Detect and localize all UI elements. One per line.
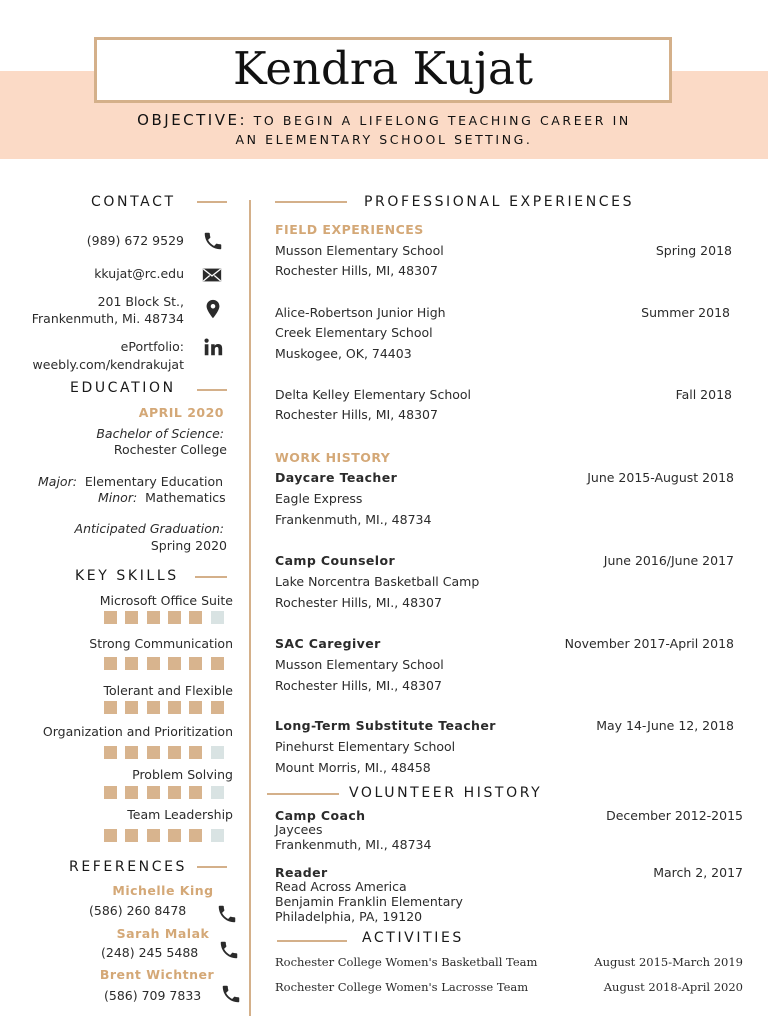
contact-email[interactable]: kkujat@rc.edu xyxy=(94,266,184,281)
volunteer-org: Read Across America xyxy=(275,879,407,894)
phone-icon xyxy=(220,983,242,1005)
major-value: Elementary Education xyxy=(84,474,224,489)
graduation-date: Spring 2020 xyxy=(150,538,227,553)
work-history-heading: WORK HISTORY xyxy=(275,450,391,465)
work-title: Long-Term Substitute Teacher xyxy=(275,718,496,733)
objective-line-1 xyxy=(0,111,768,129)
volunteer-location: Frankenmuth, MI., 48734 xyxy=(275,837,432,852)
volunteer-title: Camp Coach xyxy=(275,808,366,823)
skill-level-square xyxy=(104,657,117,670)
volunteer-date: December 2012-2015 xyxy=(606,808,743,823)
contact-rule xyxy=(197,201,227,203)
skill-level-square xyxy=(125,701,138,714)
field-location: Rochester Hills, MI, 48307 xyxy=(275,407,438,422)
field-org: Alice-Robertson Junior High xyxy=(275,305,446,320)
activities-rule xyxy=(277,940,347,942)
activity-name: Rochester College Women's Basketball Team xyxy=(275,955,538,969)
skills-rule xyxy=(195,576,227,578)
work-location: Rochester Hills, MI., 48307 xyxy=(275,595,442,610)
envelope-icon xyxy=(201,264,223,286)
linkedin-icon[interactable] xyxy=(202,336,224,358)
skill-level-square xyxy=(104,829,117,842)
skill-label: Team Leadership xyxy=(127,807,233,822)
work-title: Daycare Teacher xyxy=(275,470,398,485)
candidate-name: Kendra Kujat xyxy=(233,42,533,95)
work-date: June 2016/June 2017 xyxy=(603,553,734,568)
field-location: Muskogee, OK, 74403 xyxy=(275,346,412,361)
volunteer-date: March 2, 2017 xyxy=(653,865,743,880)
skill-level-square xyxy=(211,829,224,842)
contact-portfolio-url[interactable]: weebly.com/kendrakujat xyxy=(32,357,184,372)
work-date: May 14-June 12, 2018 xyxy=(596,718,734,733)
minor-label: Minor: xyxy=(98,490,138,505)
skill-level-square xyxy=(168,657,181,670)
skill-level-square xyxy=(125,786,138,799)
skill-level-square xyxy=(104,611,117,624)
work-location: Rochester Hills, MI., 48307 xyxy=(275,678,442,693)
field-experiences-heading: FIELD EXPERIENCES xyxy=(275,222,424,237)
contact-address-line-2: Frankenmuth, Mi. 48734 xyxy=(31,311,184,326)
skill-level-square xyxy=(147,701,160,714)
skill-level-square xyxy=(189,746,202,759)
education-degree: Bachelor of Science: xyxy=(96,426,224,441)
work-location: Frankenmuth, MI., 48734 xyxy=(275,512,432,527)
column-divider xyxy=(249,200,251,1016)
experience-heading: PROFESSIONAL EXPERIENCES xyxy=(364,194,635,210)
work-location: Mount Morris, MI., 48458 xyxy=(275,760,431,775)
work-title: Camp Counselor xyxy=(275,553,396,568)
skill-level-square xyxy=(147,829,160,842)
graduation-label: Anticipated Graduation: xyxy=(74,521,224,536)
reference-name: Michelle King xyxy=(112,883,214,898)
education-date: APRIL 2020 xyxy=(138,405,224,420)
field-org-2: Creek Elementary School xyxy=(275,325,433,340)
skill-label: Organization and Prioritization xyxy=(42,724,233,739)
skill-level-square xyxy=(189,611,202,624)
volunteer-org: Jaycees xyxy=(275,822,323,837)
objective-label: OBJECTIVE: xyxy=(137,111,248,129)
objective-text-1: TO BEGIN A LIFELONG TEACHING CAREER IN xyxy=(253,113,631,128)
skill-level-square xyxy=(211,657,224,670)
reference-phone[interactable]: (586) 709 7833 xyxy=(104,988,202,1003)
work-title: SAC Caregiver xyxy=(275,636,381,651)
skill-level-square xyxy=(168,611,181,624)
education-school: Rochester College xyxy=(113,442,227,457)
skill-label: Tolerant and Flexible xyxy=(103,683,233,698)
contact-portfolio-label: ePortfolio: xyxy=(120,339,184,354)
reference-name: Sarah Malak xyxy=(116,926,210,941)
reference-phone[interactable]: (586) 260 8478 xyxy=(89,903,187,918)
skill-level-square xyxy=(104,786,117,799)
skill-level-square xyxy=(104,746,117,759)
skill-level-square xyxy=(189,657,202,670)
skill-level-square xyxy=(125,611,138,624)
volunteer-heading: VOLUNTEER HISTORY xyxy=(349,785,543,801)
experience-rule xyxy=(275,201,347,203)
skill-level-square xyxy=(168,829,181,842)
skill-level-square xyxy=(189,701,202,714)
skill-level-square xyxy=(147,657,160,670)
work-org: Pinehurst Elementary School xyxy=(275,739,456,754)
activity-name: Rochester College Women's Lacrosse Team xyxy=(275,980,529,994)
skills-heading: KEY SKILLS xyxy=(75,568,179,584)
skill-level-square xyxy=(211,786,224,799)
education-rule xyxy=(197,389,227,391)
references-heading: REFERENCES xyxy=(69,859,188,875)
volunteer-title: Reader xyxy=(275,865,328,880)
work-org: Eagle Express xyxy=(275,491,363,506)
reference-phone[interactable]: (248) 245 5488 xyxy=(101,945,199,960)
skill-level-square xyxy=(168,746,181,759)
education-minor xyxy=(98,490,226,505)
map-pin-icon xyxy=(202,298,224,320)
skill-label: Strong Communication xyxy=(89,636,233,651)
name-box xyxy=(94,37,672,103)
education-major xyxy=(38,474,223,489)
phone-icon xyxy=(202,230,224,252)
skill-level-square xyxy=(168,701,181,714)
skill-level-square xyxy=(147,746,160,759)
work-date: June 2015-August 2018 xyxy=(587,470,734,485)
skill-level-square xyxy=(211,701,224,714)
activity-date: August 2015-March 2019 xyxy=(594,955,743,969)
skill-level-square xyxy=(189,829,202,842)
skill-level-square xyxy=(104,701,117,714)
field-org: Delta Kelley Elementary School xyxy=(275,387,472,402)
field-date: Spring 2018 xyxy=(655,243,732,258)
skill-level-square xyxy=(168,786,181,799)
work-date: November 2017-April 2018 xyxy=(564,636,734,651)
education-heading: EDUCATION xyxy=(70,380,176,396)
work-org: Musson Elementary School xyxy=(275,657,444,672)
skill-level-square xyxy=(147,611,160,624)
field-date: Summer 2018 xyxy=(641,305,730,320)
phone-icon xyxy=(216,903,238,925)
objective-line-2: AN ELEMENTARY SCHOOL SETTING. xyxy=(235,132,533,147)
volunteer-rule xyxy=(267,793,339,795)
skill-level-square xyxy=(125,829,138,842)
references-rule xyxy=(197,866,227,868)
skill-level-square xyxy=(125,746,138,759)
skill-label: Problem Solving xyxy=(132,767,233,782)
activity-date: August 2018-April 2020 xyxy=(603,980,743,994)
minor-value: Mathematics xyxy=(145,490,226,505)
work-org: Lake Norcentra Basketball Camp xyxy=(275,574,480,589)
skill-level-square xyxy=(211,611,224,624)
reference-name: Brent Wichtner xyxy=(99,967,215,982)
contact-heading: CONTACT xyxy=(91,194,176,210)
skill-level-square xyxy=(211,746,224,759)
field-location: Rochester Hills, MI, 48307 xyxy=(275,263,438,278)
major-label: Major: xyxy=(38,474,77,489)
volunteer-org-2: Benjamin Franklin Elementary xyxy=(275,894,463,909)
skill-label: Microsoft Office Suite xyxy=(99,593,233,608)
field-date: Fall 2018 xyxy=(675,387,732,402)
skill-level-square xyxy=(189,786,202,799)
contact-address-line-1: 201 Block St., xyxy=(97,294,184,309)
skill-level-square xyxy=(125,657,138,670)
field-org: Musson Elementary School xyxy=(275,243,444,258)
skill-level-square xyxy=(147,786,160,799)
phone-icon xyxy=(218,939,240,961)
contact-phone[interactable]: (989) 672 9529 xyxy=(86,233,184,248)
activities-heading: ACTIVITIES xyxy=(362,930,464,946)
volunteer-location: Philadelphia, PA, 19120 xyxy=(275,909,423,924)
